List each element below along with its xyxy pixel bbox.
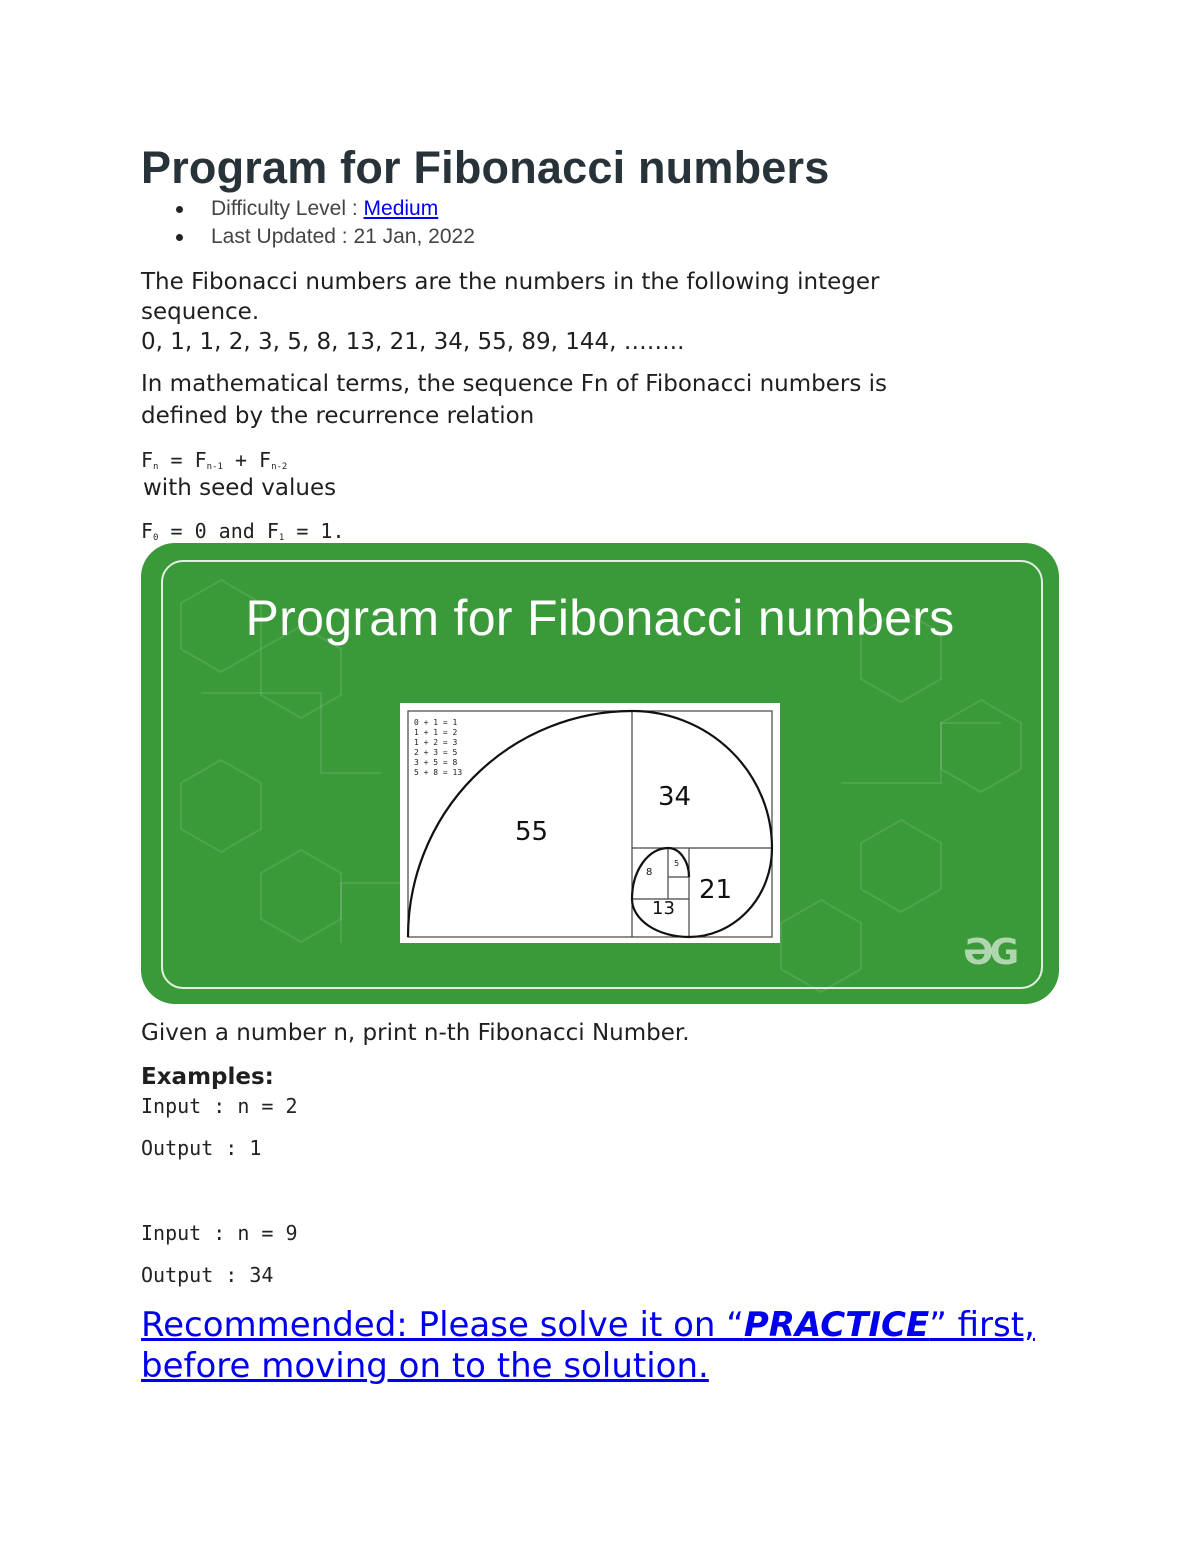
golden-spiral-diagram [400, 703, 780, 943]
square-label-5: 5 [674, 859, 680, 868]
problem-statement: Given a number n, print n-th Fibonacci Number. [141, 1020, 690, 1046]
sum-line: 2 + 3 = 5 [414, 748, 458, 757]
example-1-output: Output : 1 [141, 1136, 262, 1160]
square-label-55: 55 [515, 817, 549, 847]
square-label-8: 8 [646, 867, 653, 878]
recommended-practice-link[interactable]: Recommended: Please solve it on “PRACTICE” first, before moving on to the solution. [141, 1305, 1035, 1386]
math-line-2: defined by the recurrence relation [141, 403, 535, 429]
seed-text: with seed values [143, 475, 337, 501]
sum-line: 5 + 8 = 13 [414, 768, 463, 777]
geeksforgeeks-logo: ƏG [963, 932, 1016, 973]
seed-formula: $F_0 = 0$ and $F_1 = 1$. [141, 519, 345, 543]
practice-link-text[interactable]: PRACTICE [743, 1305, 930, 1345]
difficulty-link[interactable]: Medium [363, 197, 439, 220]
intro-line-1: The Fibonacci numbers are the numbers in the following integer [141, 269, 880, 295]
fib-sequence: 0, 1, 1, 2, 3, 5, 8, 13, 21, 34, 55, 89, 144, …….. [141, 329, 685, 355]
updated-item [172, 223, 475, 251]
recurrence-formula: $F_n = F_{n-1} + F_{n-2}$ [141, 448, 288, 472]
example-2-input: Input : n = 9 [141, 1221, 298, 1245]
sum-line: 3 + 5 = 8 [414, 758, 458, 767]
fibonacci-spiral-figure [400, 703, 780, 943]
intro-line-2: sequence. [141, 299, 260, 325]
sum-line: 0 + 1 = 1 [414, 718, 458, 727]
article-meta [172, 195, 475, 251]
square-label-34: 34 [658, 782, 692, 812]
fibonacci-banner-image [141, 543, 1059, 1004]
sum-line: 1 + 2 = 3 [414, 738, 458, 747]
difficulty-item [172, 195, 475, 223]
updated-value: 21 Jan, 2022 [353, 225, 475, 248]
page-title: Program for Fibonacci numbers [141, 142, 830, 193]
bullet-icon [176, 206, 183, 213]
updated-label: Last Updated : [211, 225, 348, 248]
square-label-21: 21 [699, 875, 733, 905]
math-line-1: In mathematical terms, the sequence Fn of Fibonacci numbers is [141, 371, 888, 397]
difficulty-label: Difficulty Level : [211, 197, 358, 220]
square-label-13: 13 [652, 898, 675, 919]
example-1-input: Input : n = 2 [141, 1094, 298, 1118]
sum-line: 1 + 1 = 2 [414, 728, 458, 737]
bullet-icon [176, 234, 183, 241]
example-2-output: Output : 34 [141, 1263, 274, 1287]
banner-title: Program for Fibonacci numbers [245, 590, 955, 646]
examples-heading: Examples: [141, 1064, 274, 1090]
